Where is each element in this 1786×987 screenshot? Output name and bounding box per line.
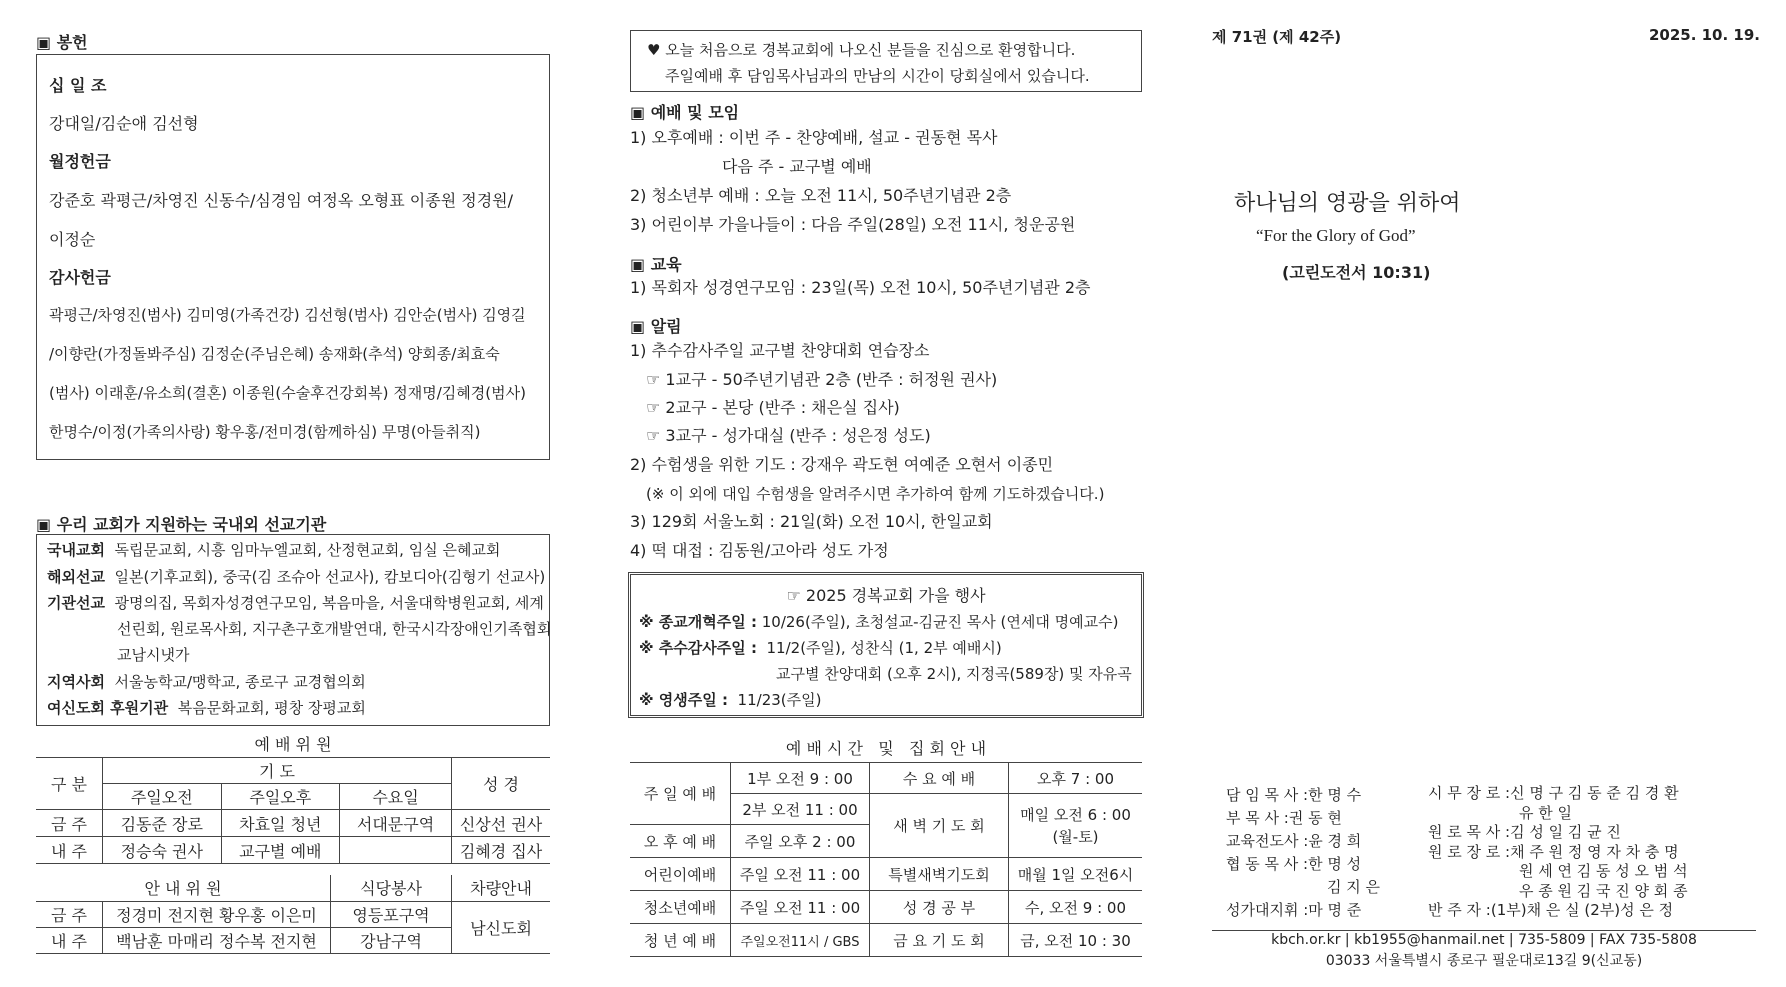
- autumn-title: ☞ 2025 경복교회 가을 행사: [786, 586, 986, 605]
- staff-names: 김 성 일 김 균 진: [1510, 823, 1621, 841]
- thanks-line: (범사) 이래훈/유소희(결혼) 이종원(수술후건강회복) 정재명/김혜경(범사): [49, 384, 526, 402]
- staff-names: 마 명 준: [1308, 901, 1362, 919]
- wed-label: 수 요 예 배: [870, 763, 1009, 794]
- autumn-item-label: ※ 추수감사주일 :: [639, 639, 757, 657]
- thanks-line: 곽평근/차영진(범사) 김미영(가족건강) 김선형(범사) 김안순(범사) 김영길: [49, 306, 526, 324]
- offering-heading: ▣ 봉헌: [36, 33, 88, 52]
- teen-time: 주일 오전 11 : 00: [731, 891, 870, 924]
- col-scripture: 성 경: [452, 758, 551, 810]
- thanks-title: 감사헌금: [49, 268, 111, 287]
- staff-names: 원 세 연 김 동 성 오 범 석: [1519, 862, 1688, 880]
- gathering-line: 1) 오후예배 : 이번 주 - 찬양예배, 설교 - 권동현 목사: [630, 128, 998, 147]
- fri-time: 금, 오전 10 : 30: [1009, 924, 1143, 957]
- bible-time: 수, 오전 9 : 00: [1009, 891, 1143, 924]
- address-line: 03033 서울특별시 종로구 필운대로13길 9(신교동): [1325, 953, 1643, 969]
- gathering-line: 2) 청소년부 예배 : 오늘 오전 11시, 50주년기념관 2층: [630, 186, 1012, 205]
- col-kitchen: 식당봉사: [331, 875, 452, 901]
- staff-names: 유 한 일: [1519, 803, 1573, 822]
- staff-row: [1428, 882, 1688, 902]
- child-time: 주일 오전 11 : 00: [731, 858, 870, 891]
- news-line: ☞ 2교구 - 본당 (반주 : 채은실 집사): [646, 398, 900, 417]
- tithe-names: 강대일/김순애 김선형: [49, 114, 199, 133]
- special-label: 특별새벽기도회: [870, 858, 1009, 891]
- news-line: 2) 수험생을 위한 기도 : 강재우 곽도현 여예준 오현서 이종민: [630, 455, 1054, 474]
- cell-kitchen: 강남구역: [331, 927, 452, 953]
- cell-sun-am: 김동준 장로: [103, 810, 222, 837]
- staff-role: 교육전도사 :: [1226, 832, 1309, 850]
- news-heading: ▣ 알림: [630, 317, 682, 336]
- cell-wed: 서대문구역: [340, 810, 452, 837]
- mission-row: [47, 539, 500, 560]
- autumn-item: [639, 689, 821, 710]
- mission-row: [47, 566, 545, 587]
- table-row: [36, 837, 550, 864]
- staff-names: 윤 경 희: [1308, 832, 1362, 850]
- autumn-item: [639, 637, 1002, 658]
- mission-text: 선린회, 원로목사회, 지구촌구호개발연대, 한국시각장애인기족협회: [117, 620, 552, 638]
- staff-row: [1428, 901, 1688, 921]
- staff-names: 한 명 성: [1308, 855, 1362, 873]
- monthly-names-2: 이정순: [49, 230, 96, 249]
- autumn-item-text: 11/2(주일), 성찬식 (1, 2부 예배시): [766, 639, 1002, 657]
- teen-label: 청소년예배: [630, 891, 731, 924]
- pm-time: 주일 오후 2 : 00: [731, 825, 870, 858]
- news-line: 1) 추수감사주일 교구별 찬양대회 연습장소: [630, 341, 930, 360]
- staff-role: 반 주 자 :: [1428, 901, 1491, 919]
- special-time: 매월 1일 오전6시: [1009, 858, 1143, 891]
- col-sun-pm: 주일오후: [221, 784, 340, 810]
- staff-row: [1428, 862, 1688, 882]
- tithe-title: 십 일 조: [49, 76, 107, 95]
- row-label: 금 주: [36, 901, 103, 927]
- autumn-item-text: 11/23(주일): [737, 691, 822, 709]
- news-line: 3) 129회 서울노회 : 21일(화) 오전 10시, 한일교회: [630, 512, 993, 531]
- education-line: 1) 목회자 성경연구모임 : 23일(목) 오전 10시, 50주년기념관 2층: [630, 278, 1091, 297]
- cover-title-en: “For the Glory of God”: [1256, 226, 1416, 245]
- cell-scripture: 신상선 권사: [452, 810, 551, 837]
- news-line: (※ 이 외에 대입 수험생을 알려주시면 추가하여 함께 기도하겠습니다.): [646, 485, 1105, 503]
- dawn-label: 새 벽 기 도 회: [870, 794, 1009, 858]
- staff-role: 담 임 목 사 :: [1226, 786, 1309, 804]
- autumn-item-text: 10/26(주일), 초청설교-김균진 목사 (연세대 명예교수): [761, 613, 1119, 631]
- autumn-item-label: ※ 종교개혁주일 :: [639, 613, 757, 631]
- staff-names: 우 종 원 김 국 진 양 회 종: [1519, 881, 1688, 900]
- news-line: ☞ 3교구 - 성가대실 (반주 : 성은정 성도): [646, 426, 931, 445]
- welcome-line-1: ♥ 오늘 처음으로 경복교회에 나오신 분들을 진심으로 환영합니다.: [647, 41, 1076, 59]
- staff-row: [1226, 876, 1380, 899]
- cover-verse: (고린도전서 10:31): [1282, 263, 1431, 282]
- cover-title-ko: 하나님의 영광을 위하여: [1234, 191, 1461, 216]
- row-label: 내 주: [36, 837, 103, 864]
- news-line: 4) 떡 대접 : 김동원/고아라 성도 가정: [630, 541, 889, 560]
- staff-row: [1226, 784, 1380, 807]
- cell-sun-pm: 교구별 예배: [221, 837, 340, 864]
- staff-right: [1428, 784, 1688, 921]
- staff-row: [1428, 843, 1688, 863]
- thanks-line: 한명수/이정(가족의사랑) 황우홍/전미경(함께하심) 무명(아들취직): [49, 423, 481, 441]
- col-sun-am: 주일오전: [103, 784, 222, 810]
- autumn-item-label: ※ 영생주일 :: [639, 691, 728, 709]
- monthly-title: 월정헌금: [49, 152, 111, 171]
- autumn-item: [776, 663, 1132, 684]
- mission-row: [47, 592, 544, 613]
- staff-names: 권 동 현: [1288, 809, 1342, 827]
- staff-row: [1428, 804, 1688, 824]
- staff-role: 시 무 장 로 :: [1428, 784, 1511, 802]
- mission-text: 복음문화교회, 평창 장평교회: [177, 699, 366, 717]
- worship-committee-table: [36, 757, 550, 864]
- staff-row: [1226, 807, 1380, 830]
- dawn-time: [1009, 794, 1143, 858]
- sunday-label: 주 일 예 배: [630, 763, 731, 825]
- row-label: 내 주: [36, 927, 103, 953]
- contact-line: kbch.or.kr | kb1955@hanmail.net | 735-5809 | FAX 735-5808: [1271, 932, 1697, 948]
- staff-role: 부 목 사 :: [1226, 809, 1289, 827]
- dawn-time-1: 매일 오전 6 : 00: [1020, 805, 1131, 824]
- staff-role: 원 로 목 사 :: [1428, 823, 1511, 841]
- col-car: 차량안내: [452, 875, 551, 901]
- staff-row: [1428, 784, 1688, 804]
- staff-left: [1226, 784, 1380, 922]
- cell-car: 남신도회: [452, 901, 551, 953]
- col-prayer: 기 도: [103, 758, 452, 784]
- cell-scripture: 김혜경 집사: [452, 837, 551, 864]
- mission-row: [117, 618, 551, 639]
- staff-names: 신 명 구 김 동 준 김 경 환: [1510, 784, 1679, 802]
- cell-sun-pm: 차효일 청년: [221, 810, 340, 837]
- table-row: [36, 901, 550, 927]
- cell-wed: [340, 837, 452, 864]
- mission-text: 서울농학교/맹학교, 종로구 교경협의회: [114, 673, 366, 691]
- mission-text: 광명의집, 목회자성경연구모임, 복음마을, 서울대학병원교회, 세계: [114, 594, 544, 612]
- youth-label: 청 년 예 배: [630, 924, 731, 957]
- cell-sun-am: 정승숙 권사: [103, 837, 222, 864]
- mission-row: [47, 697, 366, 718]
- staff-names: 채 주 원 정 영 자 차 충 명: [1510, 842, 1679, 861]
- mission-row: [47, 671, 366, 692]
- gathering-line: 3) 어린이부 가을나들이 : 다음 주일(28일) 오전 11시, 청운공원: [630, 215, 1076, 234]
- mission-label: 국내교회: [47, 541, 105, 559]
- mission-label: 해외선교: [47, 568, 105, 586]
- mission-label: 기관선교: [47, 594, 105, 612]
- wed-time: 오후 7 : 00: [1009, 763, 1143, 794]
- footer-divider: [1212, 930, 1756, 931]
- mission-row: [117, 644, 189, 665]
- child-label: 어린이예배: [630, 858, 731, 891]
- gathering-line: 다음 주 - 교구별 예배: [722, 157, 872, 176]
- cell-kitchen: 영등포구역: [331, 901, 452, 927]
- missions-heading: ▣ 우리 교회가 지원하는 국내외 선교기관: [36, 515, 327, 534]
- autumn-item-text: 교구별 찬양대회 (오후 2시), 지정곡(589장) 및 자유곡: [776, 665, 1132, 683]
- thanks-line: /이향란(가정돌봐주심) 김정순(주님은혜) 송재화(추석) 양회종/최효숙: [49, 345, 500, 363]
- mission-text: 교남시냇가: [117, 646, 190, 664]
- mission-text: 독립문교회, 시흥 임마누엘교회, 산정현교회, 임실 은혜교회: [114, 541, 501, 559]
- staff-row: [1226, 899, 1380, 922]
- staff-row: [1428, 823, 1688, 843]
- staff-row: [1226, 830, 1380, 853]
- autumn-item: [639, 611, 1118, 632]
- bible-label: 성 경 공 부: [870, 891, 1009, 924]
- monthly-names-1: 강준호 곽평근/차영진 신동수/심경임 여정옥 오형표 이종원 정경원/: [49, 191, 514, 210]
- mission-label: 여신도회 후원기관: [47, 699, 169, 717]
- schedule-table: [630, 762, 1142, 957]
- staff-role: 협 동 목 사 :: [1226, 855, 1309, 873]
- staff-role: 원 로 장 로 :: [1428, 842, 1511, 861]
- sunday-2: 2부 오전 11 : 00: [731, 794, 870, 825]
- worship-committee-title: 예 배 위 원: [254, 735, 332, 754]
- offering-box: [36, 54, 550, 460]
- news-line: ☞ 1교구 - 50주년기념관 2층 (반주 : 허정원 권사): [646, 370, 998, 389]
- youth-time: 주일오전11시 / GBS: [731, 924, 870, 957]
- table-row: [36, 810, 550, 837]
- missions-box: [36, 534, 550, 726]
- row-label: 금 주: [36, 810, 103, 837]
- volume-label: 제 71권 (제 42주): [1212, 28, 1342, 46]
- usher-table: [36, 875, 550, 954]
- welcome-box: [630, 30, 1142, 92]
- schedule-title: 예 배 시 간 및 집 회 안 내: [785, 739, 987, 758]
- autumn-events-box: [628, 572, 1144, 718]
- cell-ushers: 정경미 전지현 황우홍 이은미: [103, 901, 331, 927]
- sunday-1: 1부 오전 9 : 00: [731, 763, 870, 794]
- staff-names: (1부)채 은 실 (2부)성 은 정: [1490, 901, 1674, 919]
- education-heading: ▣ 교육: [630, 255, 682, 274]
- staff-names: 한 명 수: [1308, 786, 1362, 804]
- staff-row: [1226, 853, 1380, 876]
- staff-names: 김 지 은: [1327, 878, 1381, 896]
- cell-ushers: 백남훈 마매리 정수복 전지현: [103, 927, 331, 953]
- col-gubun: 구 분: [36, 758, 103, 810]
- col-wed: 수요일: [340, 784, 452, 810]
- gatherings-heading: ▣ 예배 및 모임: [630, 103, 740, 122]
- pm-label: 오 후 예 배: [630, 825, 731, 858]
- staff-role: 성가대지휘 :: [1226, 901, 1309, 919]
- dawn-time-2: (월-토): [1052, 827, 1099, 846]
- mission-text: 일본(기후교회), 중국(김 조슈아 선교사), 캄보디아(김형기 선교사): [114, 568, 546, 586]
- col-usher: 안 내 위 원: [36, 875, 331, 901]
- welcome-line-2: 주일예배 후 담임목사님과의 만남의 시간이 당회실에서 있습니다.: [665, 67, 1090, 85]
- issue-date: 2025. 10. 19.: [1648, 26, 1760, 44]
- fri-label: 금 요 기 도 회: [870, 924, 1009, 957]
- mission-label: 지역사회: [47, 673, 105, 691]
